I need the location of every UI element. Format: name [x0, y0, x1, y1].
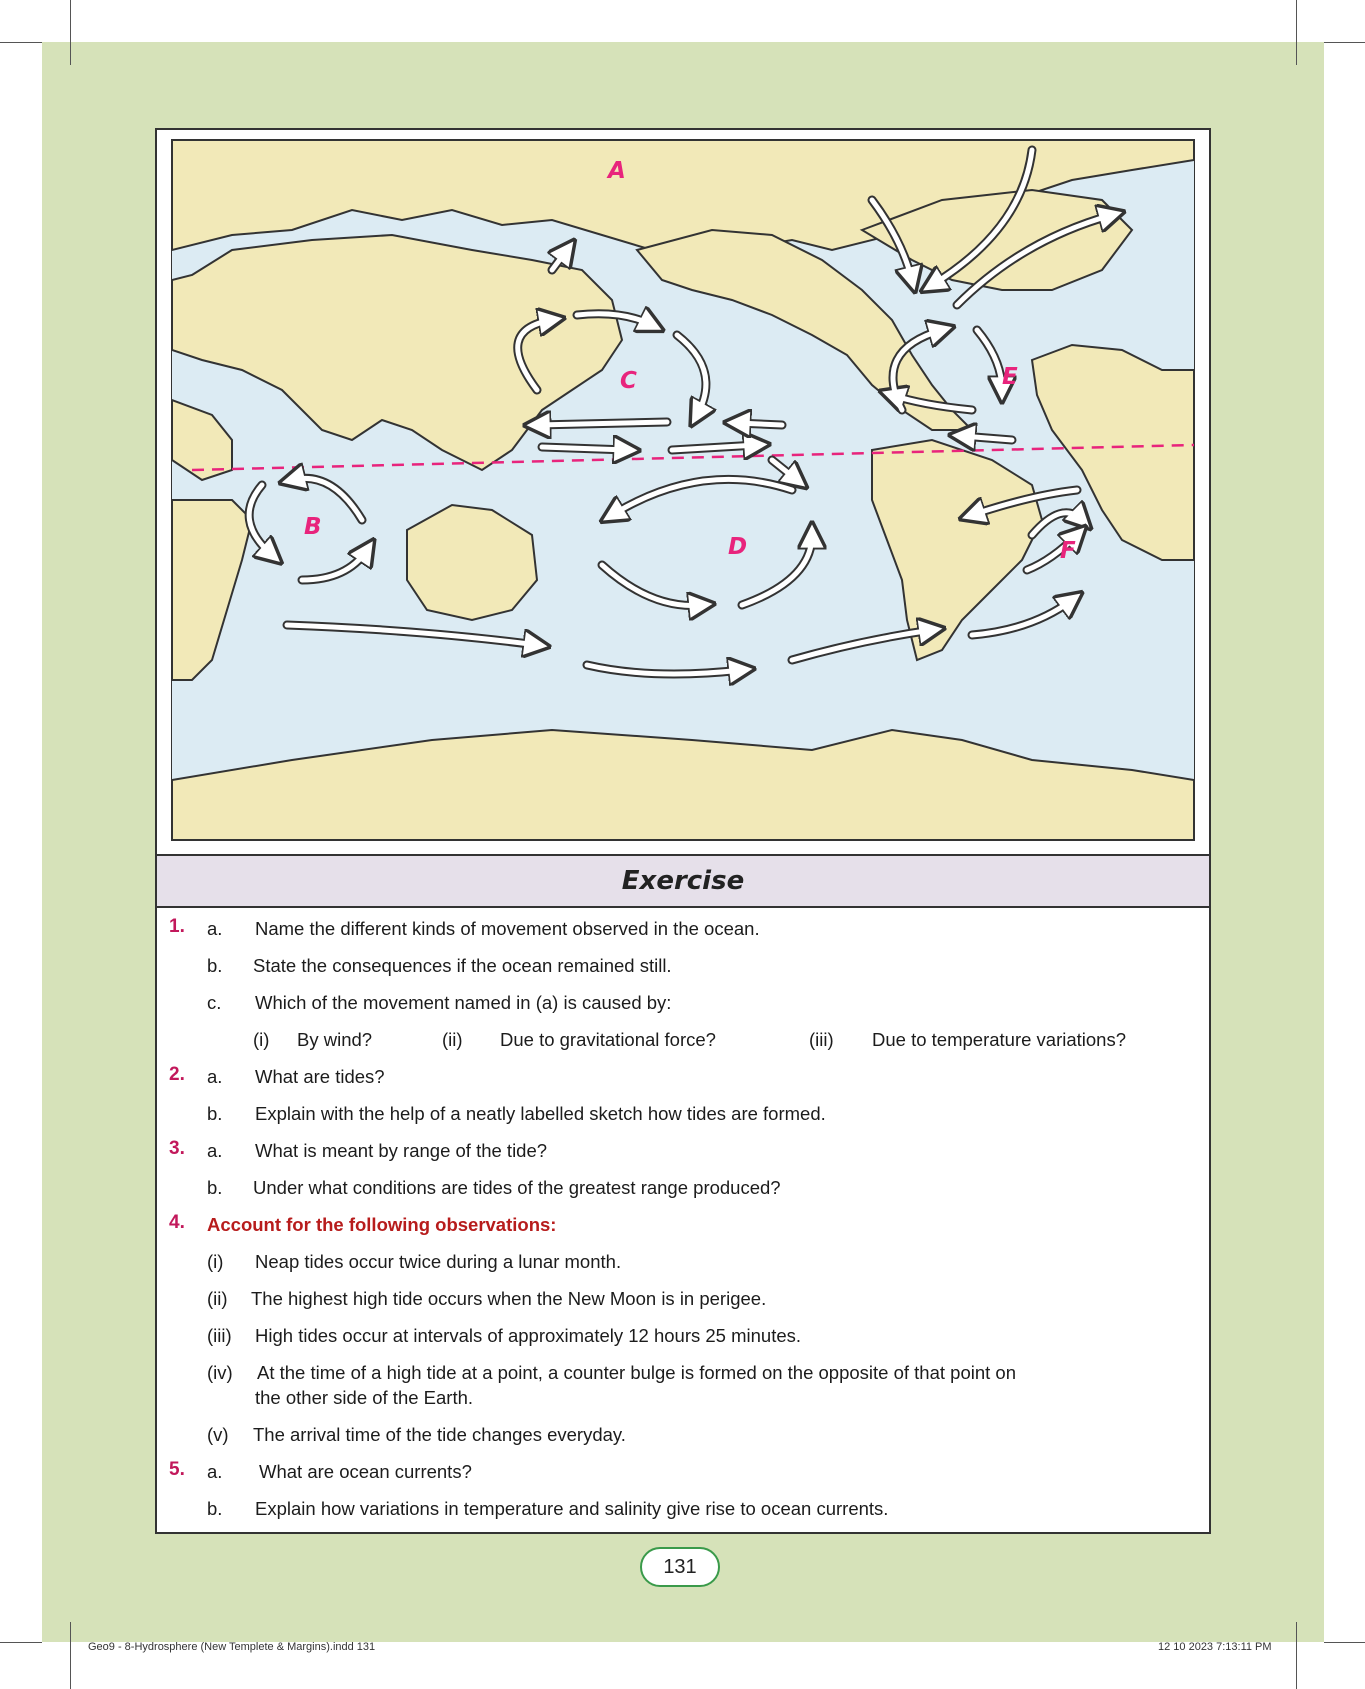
map-label-a: A [608, 158, 626, 184]
crop-mark [0, 1642, 42, 1643]
sub-marker: (ii) [442, 1029, 463, 1050]
crop-mark [0, 42, 42, 43]
map-label-b: B [304, 514, 322, 540]
footer-timestamp: 12 10 2023 7:13:11 PM [1158, 1641, 1272, 1653]
crop-mark [1324, 42, 1365, 43]
item-marker: (iv) [207, 1362, 233, 1383]
sub-marker: (iii) [809, 1029, 834, 1050]
sub-text: Due to temperature variations? [872, 1029, 1126, 1050]
question-text: What are tides? [255, 1066, 385, 1087]
question-marker: b. [207, 1498, 223, 1519]
question-text: Which of the movement named in (a) is caused by: [255, 992, 672, 1013]
item-text: Neap tides occur twice during a lunar month. [255, 1251, 622, 1272]
question-text: Name the different kinds of movement observed in the ocean. [255, 918, 760, 939]
crop-mark [70, 0, 71, 65]
question-text: What are ocean currents? [259, 1461, 472, 1482]
sub-text: By wind? [297, 1029, 373, 1050]
world-map-drawing [172, 140, 1194, 840]
question-marker: a. [207, 1461, 223, 1482]
question-marker: b. [207, 1177, 223, 1198]
sub-text: Due to gravitational force? [500, 1029, 716, 1050]
question-marker: b. [207, 1103, 223, 1124]
question-number: 2. [169, 1064, 185, 1085]
question-marker: b. [207, 955, 223, 976]
item-text: At the time of a high tide at a point, a counter bulge is formed on the opposite of that point on [257, 1362, 1016, 1383]
sub-marker: (i) [253, 1029, 270, 1050]
map-label-c: C [620, 368, 637, 394]
crop-mark [1296, 1622, 1297, 1689]
item-marker: (iii) [207, 1325, 232, 1346]
exercise-header [157, 854, 1209, 908]
question-text: Under what conditions are tides of the greatest range produced? [253, 1177, 781, 1198]
ocean-currents-map [171, 139, 1195, 841]
map-label-d: D [728, 534, 748, 560]
question-number: 5. [169, 1459, 185, 1480]
exercise-title: Exercise [621, 866, 745, 896]
question-number: 1. [169, 916, 185, 937]
footer-filename: Geo9 - 8-Hydrosphere (New Templete & Margins).indd 131 [88, 1641, 376, 1653]
question-heading: Account for the following observations: [207, 1214, 557, 1235]
content-card [155, 128, 1211, 1534]
item-text: The highest high tide occurs when the New Moon is in perigee. [251, 1288, 767, 1309]
question-number: 3. [169, 1138, 185, 1159]
map-label-e: E [1002, 364, 1018, 390]
question-marker: a. [207, 1140, 223, 1161]
question-marker: a. [207, 918, 223, 939]
question-text: Explain how variations in temperature and salinity give rise to ocean currents. [255, 1498, 889, 1519]
item-text: The arrival time of the tide changes everyday. [253, 1424, 626, 1445]
crop-mark [70, 1622, 71, 1689]
question-text: Explain with the help of a neatly labelled sketch how tides are formed. [255, 1103, 826, 1124]
item-marker: (v) [207, 1424, 229, 1445]
item-text: High tides occur at intervals of approximately 12 hours 25 minutes. [255, 1325, 802, 1346]
item-marker: (ii) [207, 1288, 228, 1309]
question-marker: c. [207, 992, 222, 1013]
page-number: 131 [640, 1547, 720, 1587]
item-marker: (i) [207, 1251, 224, 1272]
map-label-f: F [1060, 538, 1076, 564]
question-text: What is meant by range of the tide? [255, 1140, 548, 1161]
question-text: State the consequences if the ocean remained still. [253, 955, 672, 976]
question-number: 4. [169, 1212, 185, 1233]
question-marker: a. [207, 1066, 223, 1087]
crop-mark [1296, 0, 1297, 65]
crop-mark [1324, 1642, 1365, 1643]
item-text-continued: the other side of the Earth. [255, 1387, 474, 1408]
